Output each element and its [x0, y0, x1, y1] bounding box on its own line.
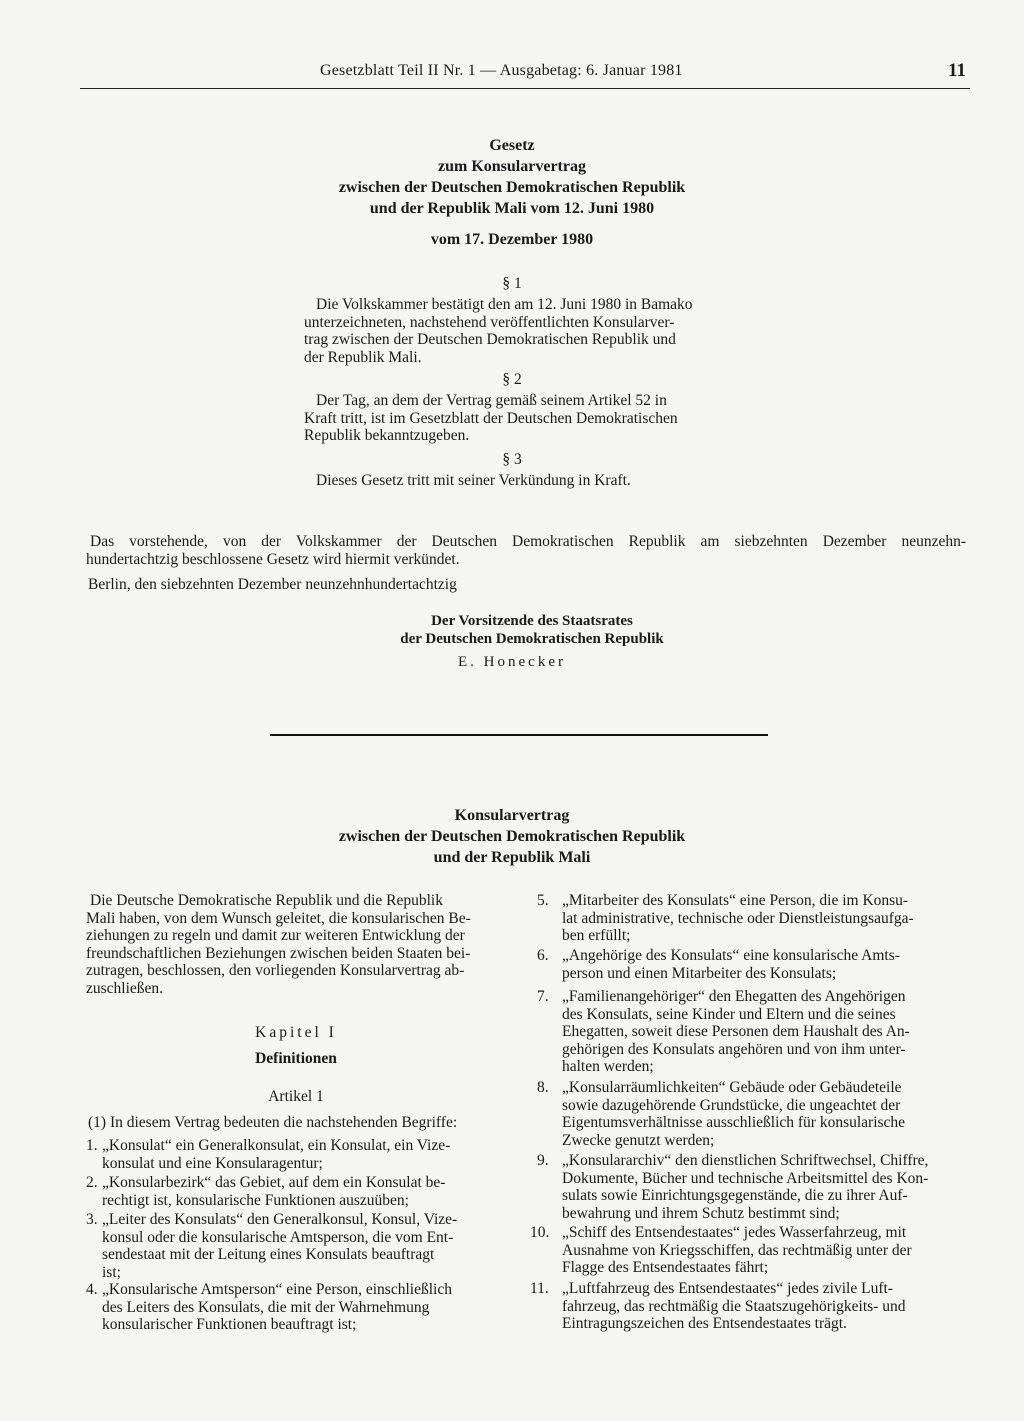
- text-line: bewahrung und ihrem Schutz bestimmt sind;: [562, 1204, 840, 1222]
- definition-item: [562, 892, 965, 945]
- text-line: sendestaat mit der Leitung eines Konsulats beauftragt: [102, 1246, 435, 1263]
- text-line: hundertachtzig beschlossene Gesetz wird hiermit verkündet.: [86, 550, 460, 568]
- text-line: Ausnahme von Kriegsschiffen, das rechtmäßig unter der: [562, 1241, 912, 1259]
- text-line: „Familienangehöriger“ den Ehegatten des Angehörigen: [562, 988, 906, 1005]
- text-line: „Konsularische Amtsperson“ eine Person, einschließlich: [102, 1281, 452, 1298]
- definition-item: [562, 1152, 965, 1222]
- text-line: konsularischer Funktionen beauftragt ist;: [102, 1316, 357, 1333]
- text-line: sulats sowie Einrichtungsgegenstände, die zu ihrer Auf-: [562, 1187, 908, 1204]
- header-rule: [80, 88, 970, 89]
- text-line: freundschaftlichen Beziehungen zwischen beiden Staaten bei-: [86, 944, 471, 962]
- text-line: rechtigt ist, konsularische Funktionen auszuüben;: [102, 1191, 409, 1209]
- section-mark: § 1: [502, 275, 522, 292]
- text-line: „Angehörige des Konsulats“ eine konsularische Amts-: [562, 947, 900, 964]
- definition-item: [562, 947, 965, 982]
- definition-item: [562, 988, 965, 1076]
- section-1-text: [304, 296, 736, 366]
- text-line: ben erfüllt;: [562, 927, 631, 944]
- treaty-preamble: [86, 892, 506, 997]
- text-line: „Konsulat“ ein Generalkonsulat, ein Konsulat, ein Vize-: [102, 1137, 451, 1154]
- list-number: 4.: [86, 1281, 98, 1298]
- text-line: „Schiff des Entsendestaates“ jedes Wasserfahrzeug, mit: [562, 1224, 907, 1241]
- list-number: 3.: [86, 1211, 98, 1228]
- signatory-name: E. Honecker: [458, 654, 566, 670]
- definition-item: [102, 1281, 506, 1334]
- definition-item: [102, 1174, 506, 1209]
- text-line: „Mitarbeiter des Konsulats“ eine Person, die im Konsu-: [562, 892, 909, 909]
- text-line: lat administrative, technische oder Dienstleistungsaufga-: [562, 909, 914, 927]
- text-line: des Konsulats, seine Kinder und Eltern und die seines: [562, 1005, 896, 1023]
- place-date: Berlin, den siebzehnten Dezember neunzehnhundertachtzig: [88, 576, 457, 593]
- text-line: sowie dazugehörende Grundstücke, die ungeachtet der: [562, 1096, 901, 1114]
- law-title-line: Gesetz: [489, 137, 535, 154]
- list-number: 11.: [530, 1280, 549, 1297]
- law-title-line: und der Republik Mali vom 12. Juni 1980: [369, 200, 655, 217]
- definition-item: [562, 1280, 965, 1333]
- text-line: Der Tag, an dem der Vertrag gemäß seinem Artikel 52 in: [316, 392, 667, 409]
- chapter-title: Definitionen: [255, 1050, 337, 1067]
- list-number: 5.: [537, 892, 549, 909]
- text-line: „Konsularräumlichkeiten“ Gebäude oder Gebäudeteile: [562, 1079, 902, 1096]
- signatory-line: Der Vorsitzende des Staatsrates: [431, 613, 633, 629]
- list-number: 9.: [537, 1152, 549, 1169]
- chapter-heading: Kapitel I: [255, 1024, 337, 1041]
- article-intro: (1) In diesem Vertrag bedeuten die nachstehenden Begriffe:: [88, 1114, 458, 1131]
- list-number: 7.: [537, 988, 549, 1005]
- treaty-title-line: und der Republik Mali: [433, 849, 591, 866]
- text-line: „Konsularbezirk“ das Gebiet, auf dem ein Konsulat be-: [102, 1174, 446, 1191]
- text-line: „Leiter des Konsulats“ den Generalkonsul, Konsul, Vize-: [102, 1211, 458, 1228]
- text-line: Mali haben, von dem Wunsch geleitet, die konsularischen Be-: [86, 909, 471, 927]
- text-line: Das vorstehende, von der Volkskammer der Deutschen Demokratischen Republik am siebzehnten Dezember neunzehn-: [90, 533, 966, 550]
- text-line: Die Deutsche Demokratische Republik und die Republik: [90, 892, 443, 909]
- list-number: 6.: [537, 947, 549, 964]
- list-number: 2.: [86, 1174, 98, 1191]
- text-line: person und einen Mitarbeiter des Konsulats;: [562, 964, 837, 982]
- law-date: vom 17. Dezember 1980: [430, 231, 594, 248]
- treaty-title: [0, 805, 1024, 868]
- signatory-line: der Deutschen Demokratischen Republik: [400, 631, 664, 647]
- law-title: [0, 135, 1024, 219]
- text-line: der Republik Mali.: [304, 348, 422, 366]
- running-header: Gesetzblatt Teil II Nr. 1 — Ausgabetag: 6. Januar 1981: [320, 62, 683, 79]
- definition-item: [562, 1079, 965, 1149]
- section-divider: [270, 734, 768, 736]
- text-line: Kraft tritt, ist im Gesetzblatt der Deutschen Demokratischen: [304, 409, 678, 427]
- article-heading: Artikel 1: [268, 1088, 324, 1105]
- list-number: 10.: [530, 1224, 550, 1241]
- text-line: Die Volkskammer bestätigt den am 12. Juni 1980 in Bamako: [316, 296, 693, 313]
- definition-item: [562, 1224, 965, 1277]
- section-2-text: [304, 392, 736, 445]
- page-number: 11: [948, 60, 966, 81]
- list-number: 8.: [537, 1079, 549, 1096]
- text-line: Eintragungszeichen des Entsendestaates trägt.: [562, 1315, 847, 1332]
- law-title-line: zwischen der Deutschen Demokratischen Republik: [338, 179, 686, 196]
- text-line: zuschließen.: [86, 979, 164, 997]
- text-line: Republik bekanntzugeben.: [304, 427, 470, 444]
- section-3-text: [304, 472, 736, 490]
- law-title-line: zum Konsularvertrag: [438, 158, 586, 175]
- text-line: ist;: [102, 1263, 121, 1281]
- signatory-title: [20, 612, 1024, 648]
- section-mark: § 3: [502, 451, 522, 468]
- text-line: halten werden;: [562, 1058, 654, 1075]
- text-line: des Leiters des Konsulats, die mit der Wahrnehmung: [102, 1298, 430, 1316]
- text-line: unterzeichneten, nachstehend veröffentlichten Konsularver-: [304, 313, 675, 331]
- text-line: „Konsulararchiv“ den dienstlichen Schriftwechsel, Chiffre,: [562, 1152, 929, 1169]
- text-line: konsul oder die konsularische Amtsperson, die vom Ent-: [102, 1228, 454, 1246]
- treaty-title-line: Konsularvertrag: [454, 807, 570, 824]
- promulgation-text: [86, 533, 966, 568]
- text-line: Dieses Gesetz tritt mit seiner Verkündung in Kraft.: [316, 472, 631, 489]
- text-line: fahrzeug, das rechtmäßig die Staatszugehörigkeits- und: [562, 1297, 906, 1315]
- text-line: Eigentumsverhältnisse ausschließlich für konsularische: [562, 1114, 906, 1131]
- text-line: gehörigen des Konsulats angehören und von ihm unter-: [562, 1040, 906, 1058]
- text-line: konsulat und eine Konsularagentur;: [102, 1154, 323, 1172]
- text-line: zutragen, beschlossen, den vorliegenden Konsularvertrag ab-: [86, 962, 465, 979]
- text-line: Zwecke genutzt werden;: [562, 1131, 715, 1149]
- text-line: ziehungen zu regeln und damit zur weiteren Entwicklung der: [86, 927, 465, 944]
- text-line: Dokumente, Bücher und technische Arbeitsmittel des Kon-: [562, 1169, 929, 1187]
- treaty-title-line: zwischen der Deutschen Demokratischen Republik: [338, 828, 686, 845]
- text-line: Flagge des Entsendestaates fährt;: [562, 1259, 769, 1276]
- text-line: trag zwischen der Deutschen Demokratischen Republik und: [304, 331, 676, 348]
- section-mark: § 2: [502, 371, 522, 388]
- text-line: Ehegatten, soweit diese Personen dem Haushalt des An-: [562, 1023, 910, 1040]
- text-line: „Luftfahrzeug des Entsendestaates“ jedes zivile Luft-: [562, 1280, 893, 1297]
- list-number: 1.: [86, 1137, 98, 1154]
- definition-item: [102, 1137, 506, 1172]
- definition-item: [102, 1211, 506, 1281]
